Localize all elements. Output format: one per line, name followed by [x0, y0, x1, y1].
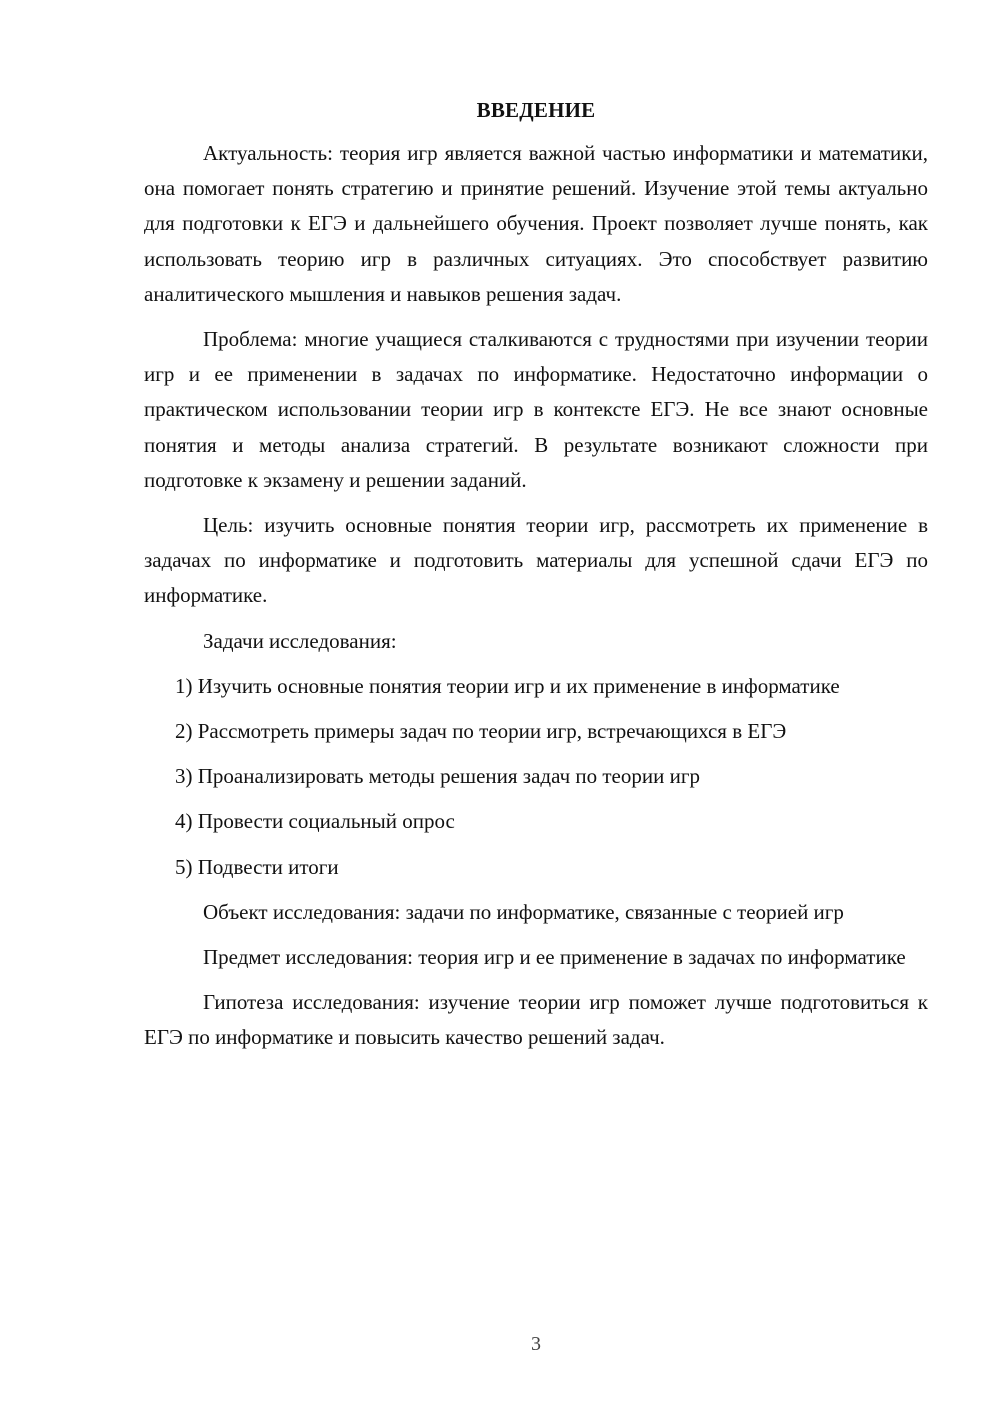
list-item: 1) Изучить основные понятия теории игр и их применение в информатике — [175, 673, 840, 698]
paragraph-subject: Предмет исследования: теория игр и ее применение в задачах по информатике — [203, 945, 906, 970]
list-item: 3) Проанализировать методы решения задач по теории игр — [175, 764, 700, 789]
page-number: 3 — [531, 1333, 541, 1355]
list-item: 2) Рассмотреть примеры задач по теории игр, встречающихся в ЕГЭ — [175, 719, 787, 744]
paragraph-hypothesis: Гипотеза исследования: изучение теории игр поможет лучше подготовиться к ЕГЭ по информатике и повысить качество решений задач. — [144, 990, 928, 1050]
list-item: 5) Подвести итоги — [175, 854, 339, 879]
paragraph-object: Объект исследования: задачи по информатике, связанные с теорией игр — [203, 899, 844, 924]
page-content — [144, 96, 928, 1066]
page-heading: ВВЕДЕНИЕ — [476, 98, 596, 122]
paragraph-relevance: Актуальность: теория игр является важной частью информатики и математики, она помогает понять стратегию и принятие решений. Изучение этой темы актуально для подготовки к ЕГЭ и дальнейшего обучения. Проект позволяет лучше понять, как использовать теорию игр в различных ситуациях. Это способствует развитию аналитического мышления и навыков решения задач. — [144, 141, 928, 306]
paragraph-problem: Проблема: многие учащиеся сталкиваются с трудностями при изучении теории игр и ее применении в задачах по информатике. Недостаточно информации о практическом использовании теории игр в контексте ЕГЭ. Не все знают основные понятия и методы анализа стратегий. В результате возникают сложности при подготовке к экзамену и решении заданий. — [144, 327, 928, 492]
paragraph-goal: Цель: изучить основные понятия теории игр, рассмотреть их применение в задачах по информатике и подготовить материалы для успешной сдачи ЕГЭ по информатике. — [144, 513, 928, 608]
tasks-list — [144, 669, 928, 885]
list-item: 4) Провести социальный опрос — [175, 809, 455, 834]
paragraph-tasks-title: Задачи исследования: — [203, 628, 397, 653]
